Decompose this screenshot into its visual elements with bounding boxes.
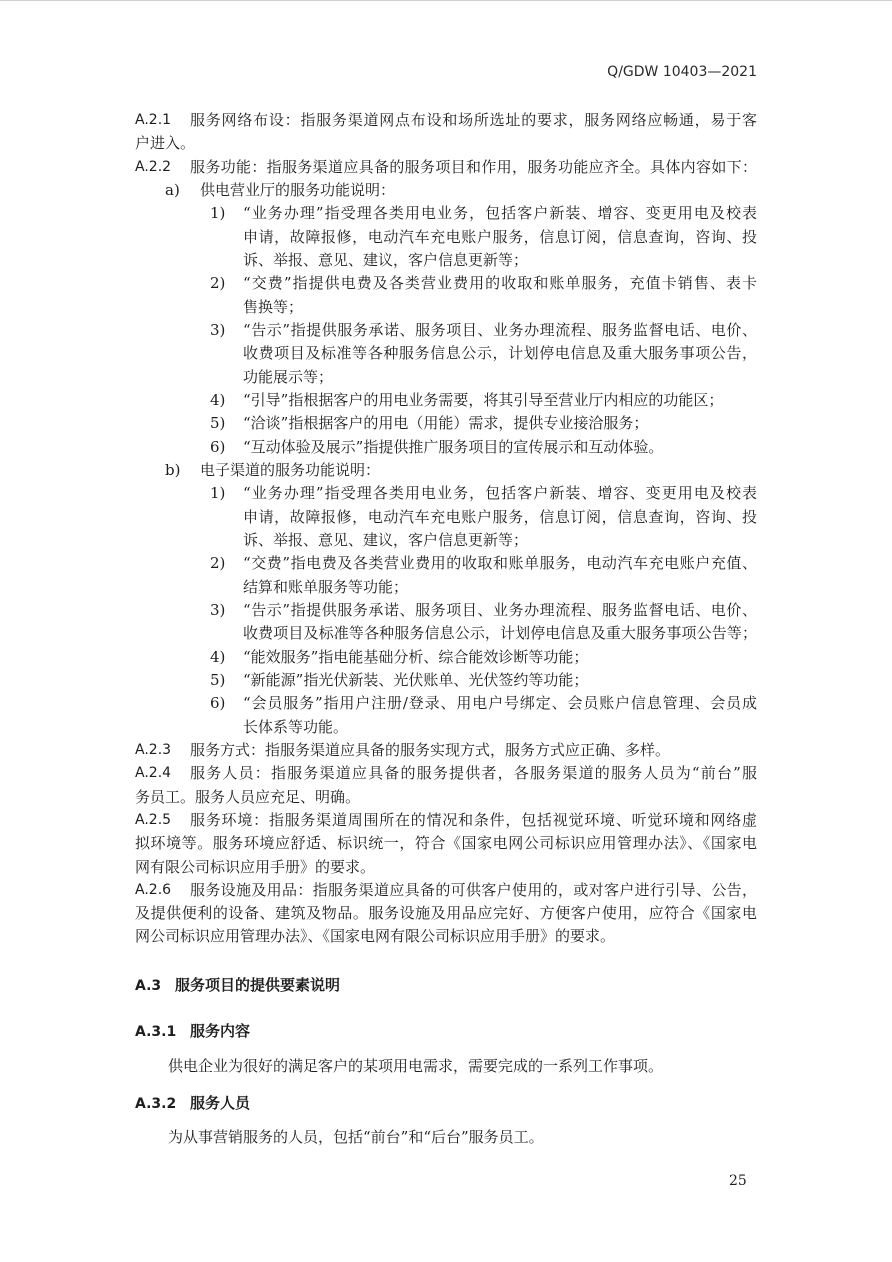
list-b-item-6-line-2: 长体系等功能。 (243, 717, 349, 736)
section-title: 服务项目的提供要素说明 (175, 976, 341, 994)
item-text: “洽谈”指根据客户的用电（用能）需求，提供专业接洽服务； (243, 414, 649, 433)
clause-title: 服务内容 (190, 1022, 251, 1040)
list-a-item-2-line-2: 售换等； (243, 297, 304, 316)
clause-number: A.2.6 (135, 881, 172, 898)
clause-a2-body (0, 109, 892, 949)
clause-number: A.3.2 (135, 1096, 177, 1112)
item-marker: 4) (210, 390, 226, 409)
item-marker: 1) (210, 484, 226, 503)
clause-number: A.3.1 (135, 1024, 177, 1040)
clause-a32-text: 为从事营销服务的人员，包括“前台”和“后台”服务员工。 (168, 1128, 544, 1146)
clause-a26-line-3: 网公司标识应用管理办法》、《国家电网有限公司标识应用手册》的要求。 (135, 927, 616, 946)
list-b-item-3-line-1 (210, 599, 757, 622)
list-b-title (165, 459, 757, 482)
item-text: “能效服务”指电能基础分析、综合能效诊断等功能； (243, 647, 589, 666)
clause-number: A.2.5 (135, 811, 172, 828)
list-b-item-4-line-1 (210, 646, 757, 669)
clause-a24-line-2: 务员工。服务人员应充足、明确。 (135, 787, 361, 806)
section-number: A.3 (135, 978, 162, 994)
clause-a24-line-1 (135, 762, 757, 785)
clause-a26-line-1 (135, 879, 757, 902)
section-a3-heading (135, 974, 340, 998)
clause-text: 服务设施及用品：指服务渠道应具备的可供客户使用的，或对客户进行引导、公告， (190, 880, 757, 899)
clause-a23-line-1 (135, 739, 757, 762)
list-a-item-1-line-1 (210, 202, 757, 225)
item-marker: 3) (210, 320, 226, 339)
item-marker: 2) (210, 274, 226, 293)
standard-code: Q/GDW 10403—2021 (607, 64, 757, 80)
item-text: “交费”指电费及各类营业费用的收取和账单服务，电动汽车充电账户充值、 (243, 554, 757, 573)
clause-text: 服务环境：指服务渠道周围所在的情况和条件，包括视觉环境、听觉环境和网络虚 (190, 810, 757, 829)
clause-number: A.2.1 (135, 112, 172, 128)
item-marker: 6) (210, 694, 226, 713)
clause-a25-line-1 (135, 809, 757, 832)
list-a-title (165, 179, 757, 202)
list-b-item-6-line-1 (210, 692, 757, 715)
list-b-item-1-line-3: 诉、举报、意见、建议，客户信息更新等； (243, 530, 529, 549)
clause-a22-line-1 (135, 156, 757, 179)
clause-a31-text: 供电企业为很好的满足客户的某项用电需求，需要完成的一系列工作事项。 (168, 1057, 664, 1075)
list-a-item-1-line-3: 诉、举报、意见、建议，客户信息更新等； (243, 250, 529, 269)
list-b-item-3-line-2: 收费项目及标准等各种服务信息公示，计划停电信息及重大服务事项公告等； (243, 624, 757, 643)
item-text: “业务办理”指受理各类用电业务，包括客户新装、增容、变更用电及校表 (243, 484, 757, 503)
item-marker: 6) (210, 437, 226, 456)
clause-title: 服务人员 (190, 1094, 251, 1112)
item-text: “告示”指提供服务承诺、服务项目、业务办理流程、服务监督电话、电价、 (243, 320, 757, 339)
clause-number: A.2.2 (135, 158, 172, 175)
clause-number: A.2.3 (135, 741, 172, 758)
list-a-item-4-line-1 (210, 389, 757, 412)
clause-a32-heading (135, 1092, 250, 1116)
clause-a25-line-2: 拟环境等。服务环境应舒适、标识统一，符合《国家电网公司标识应用管理办法》、《国家电 (135, 834, 757, 853)
item-text: “互动体验及展示”指提供推广服务项目的宣传展示和互动体验。 (243, 437, 664, 456)
item-text: “告示”指提供服务承诺、服务项目、业务办理流程、服务监督电话、电价、 (243, 600, 757, 619)
item-marker: 2) (210, 554, 226, 573)
list-b-item-1-line-2: 申请，故障报修，电动汽车充电账户服务，信息订阅，信息查询，咨询、投 (243, 507, 757, 526)
list-marker: b) (165, 460, 181, 479)
clause-text: 服务功能：指服务渠道应具备的服务项目和作用，服务功能应齐全。具体内容如下： (190, 157, 757, 176)
list-b-item-5-line-1 (210, 669, 757, 692)
item-marker: 4) (210, 647, 226, 666)
list-title-text: 电子渠道的服务功能说明： (200, 460, 381, 479)
list-title-text: 供电营业厅的服务功能说明： (200, 180, 396, 199)
clause-number: A.2.4 (135, 765, 172, 782)
item-marker: 1) (210, 204, 226, 223)
list-a-item-1-line-2: 申请，故障报修，电动汽车充电账户服务，信息订阅，信息查询，咨询、投 (243, 227, 757, 246)
list-marker: a) (165, 180, 180, 199)
list-a-item-3-line-1 (210, 319, 757, 342)
item-text: “新能源”指光伏新装、光伏账单、光伏签约等功能； (243, 670, 589, 689)
list-a-item-5-line-1 (210, 412, 757, 435)
list-b-item-2-line-1 (210, 552, 757, 575)
clause-text: 服务方式：指服务渠道应具备的服务实现方式，服务方式应正确、多样。 (190, 740, 671, 759)
list-a-item-6-line-1 (210, 436, 757, 459)
clause-a31-heading (135, 1020, 250, 1044)
list-a-item-3-line-3: 功能展示等； (243, 367, 334, 386)
item-text: “交费”指提供电费及各类营业费用的收取和账单服务，充值卡销售、表卡 (243, 274, 757, 293)
list-a-item-2-line-1 (210, 272, 757, 295)
list-b-item-1-line-1 (210, 482, 757, 505)
clause-a26-line-2: 及提供便利的设备、建筑及物品。服务设施及用品应完好、方便客户使用，应符合《国家电 (135, 904, 757, 923)
clause-text: 服务网络布设：指服务渠道网点布设和场所选址的要求，服务网络应畅通，易于客 (190, 111, 757, 129)
list-b-item-2-line-2: 结算和账单服务等功能； (243, 577, 409, 596)
clause-a21-line-1 (135, 109, 757, 132)
item-marker: 3) (210, 600, 226, 619)
list-a-item-3-line-2: 收费项目及标准等各种服务信息公示，计划停电信息及重大服务事项公告， (243, 344, 757, 363)
clause-text: 服务人员：指服务渠道应具备的服务提供者，各服务渠道的服务人员为“前台”服 (190, 764, 757, 783)
item-marker: 5) (210, 414, 226, 433)
clause-a25-line-3: 网有限公司标识应用手册》的要求。 (135, 857, 376, 876)
item-text: “引导”指根据客户的用电业务需要，将其引导至营业厅内相应的功能区； (243, 390, 724, 409)
item-text: “会员服务”指用户注册/登录、用电户号绑定、会员账户信息管理、会员成 (243, 694, 757, 713)
page-number: 25 (729, 1173, 747, 1189)
clause-a21-line-2: 户进入。 (135, 134, 196, 153)
item-text: “业务办理”指受理各类用电业务，包括客户新装、增容、变更用电及校表 (243, 204, 757, 223)
item-marker: 5) (210, 670, 226, 689)
